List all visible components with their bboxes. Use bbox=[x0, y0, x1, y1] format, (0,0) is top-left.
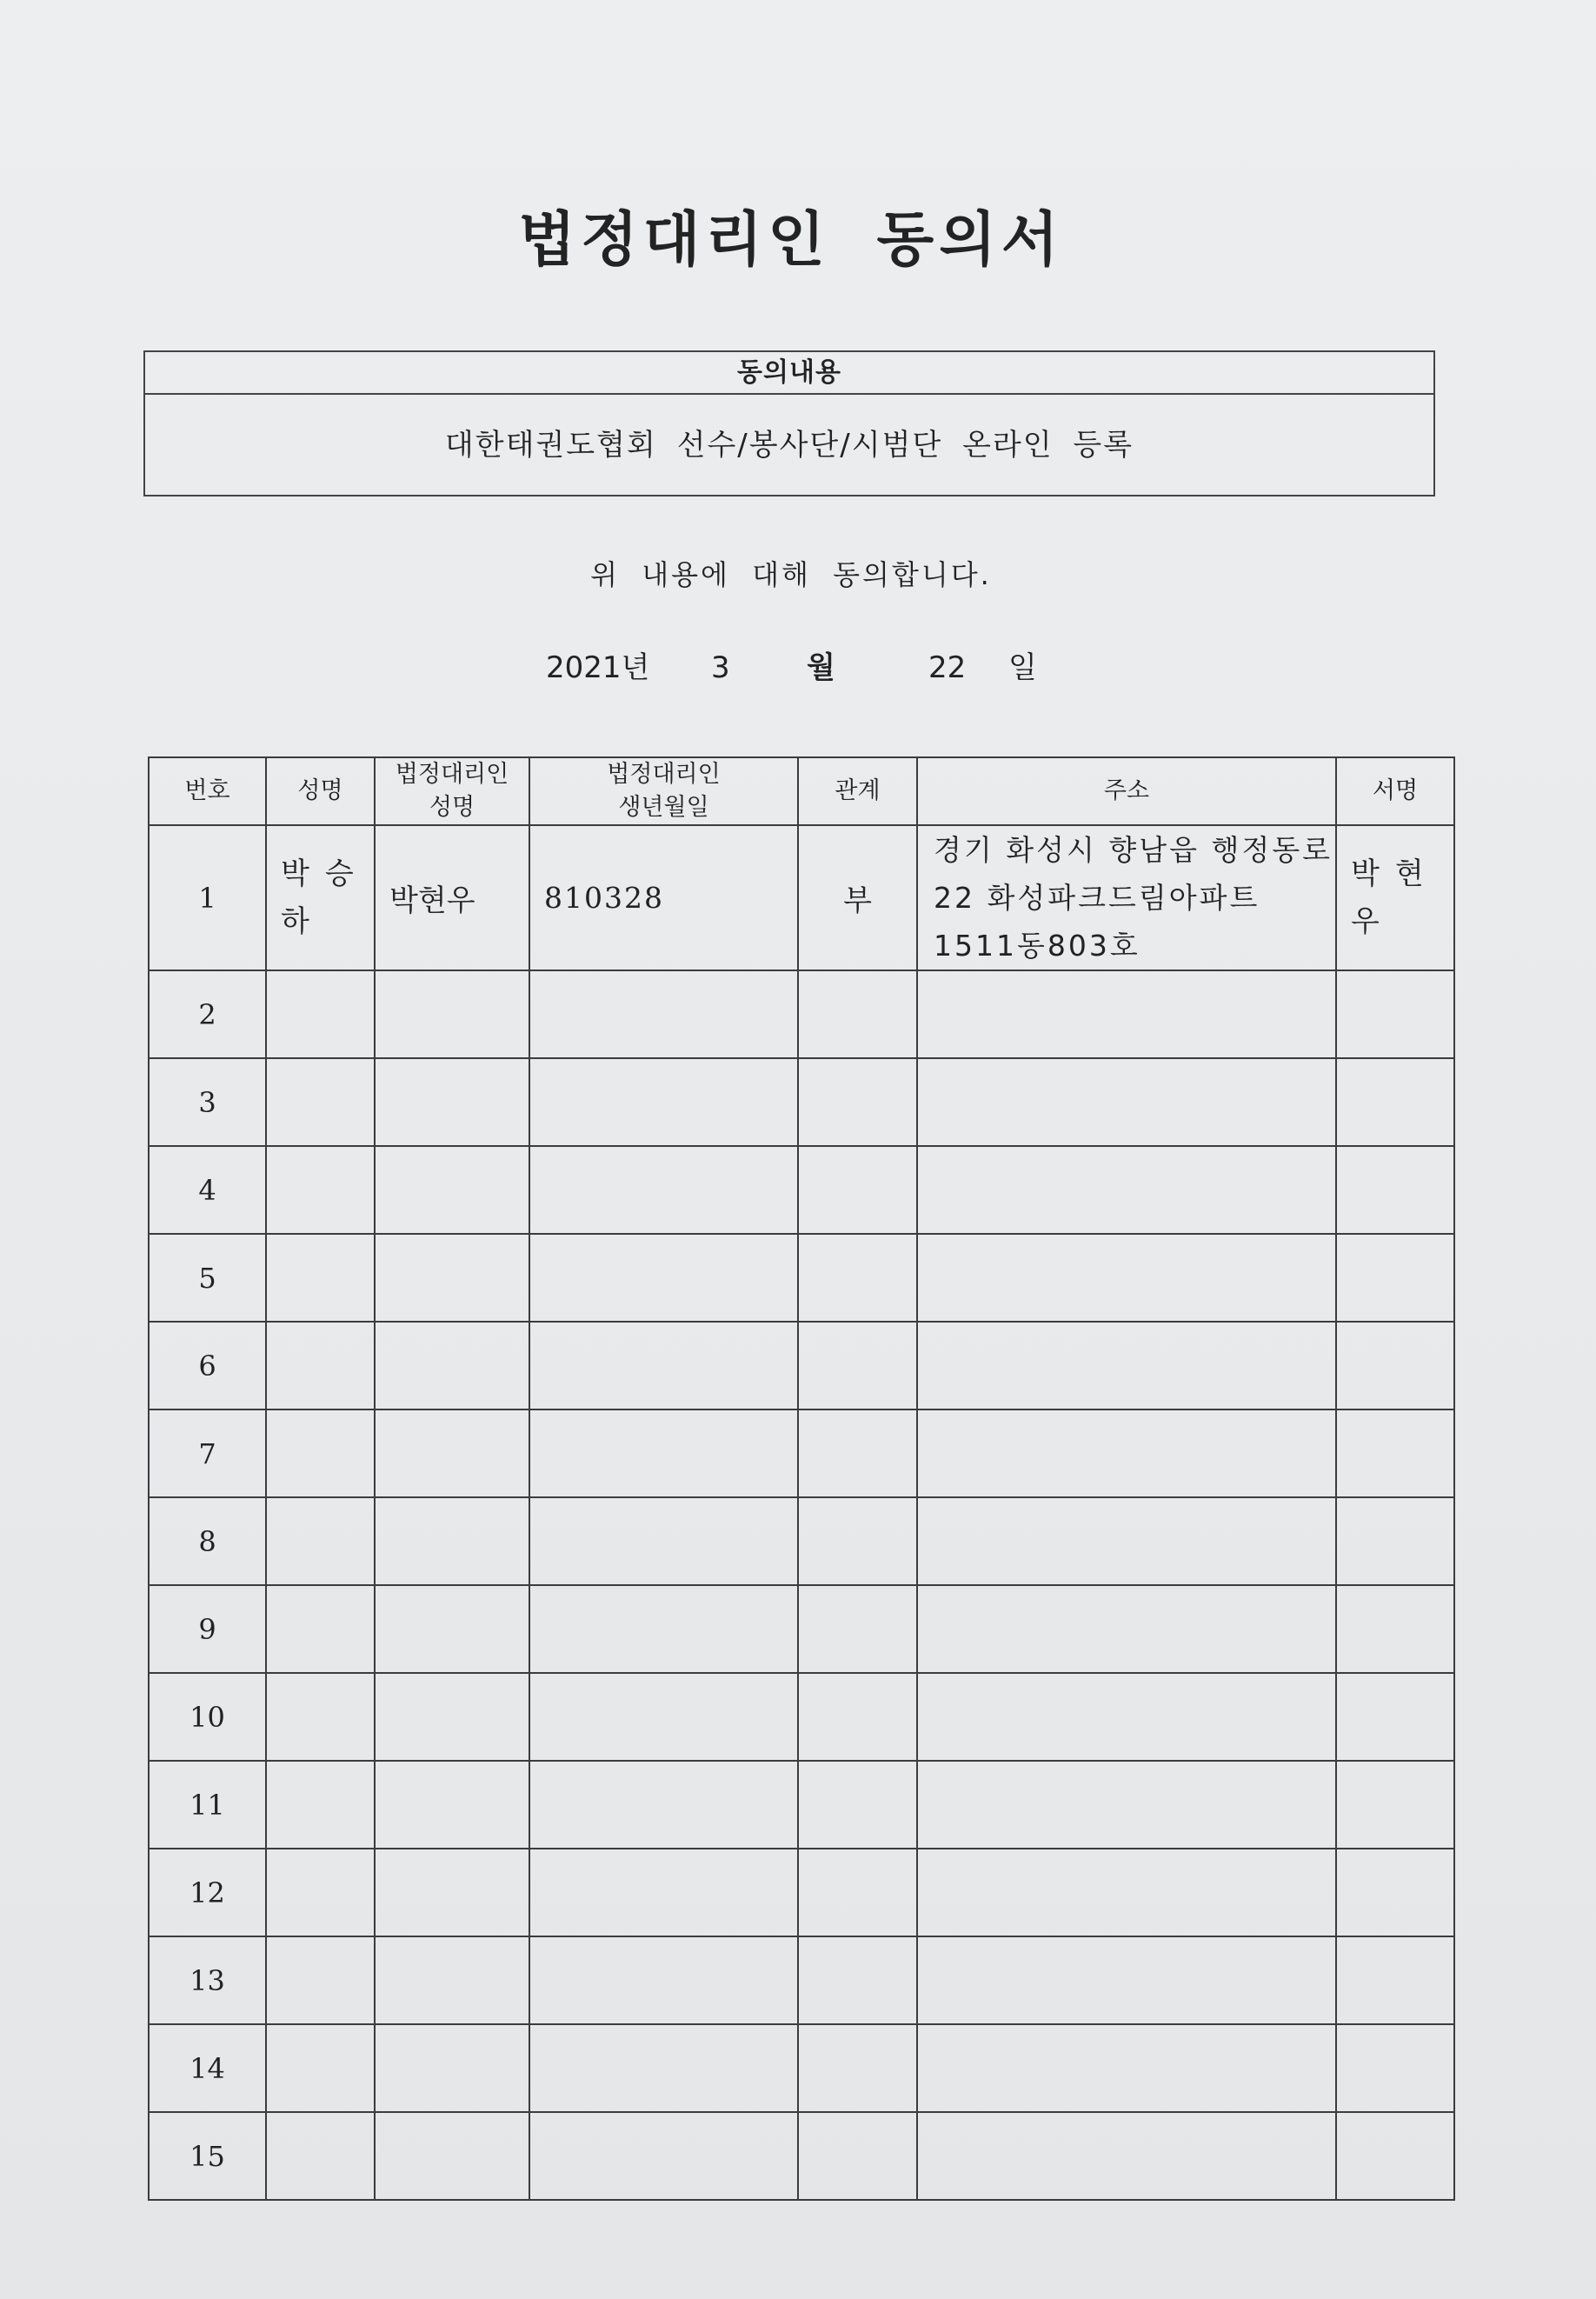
row-rep-name bbox=[375, 1322, 529, 1409]
row-relation bbox=[798, 1146, 917, 1234]
row-address bbox=[917, 1585, 1336, 1673]
row-rep-birth bbox=[529, 1673, 798, 1761]
row-rep-name bbox=[375, 1409, 529, 1497]
table-row bbox=[149, 1146, 1454, 1234]
table-row bbox=[149, 1849, 1454, 1936]
row-address bbox=[917, 1761, 1336, 1849]
row-number: 11 bbox=[149, 1761, 266, 1849]
row-address bbox=[917, 1673, 1336, 1761]
row-rep-birth: 810328 bbox=[529, 825, 798, 970]
row-signature bbox=[1336, 1585, 1454, 1673]
row-rep-name bbox=[375, 970, 529, 1058]
header-signature: 서명 bbox=[1336, 757, 1454, 825]
row-relation bbox=[798, 1761, 917, 1849]
table-row bbox=[149, 825, 1454, 970]
row-rep-birth bbox=[529, 2024, 798, 2112]
row-number: 12 bbox=[149, 1849, 266, 1936]
row-name bbox=[266, 1849, 375, 1936]
row-name bbox=[266, 1234, 375, 1322]
table-row bbox=[149, 1322, 1454, 1409]
consent-content-header: 동의내용 bbox=[145, 352, 1433, 395]
row-address bbox=[917, 1849, 1336, 1936]
row-address bbox=[917, 1936, 1336, 2024]
row-relation bbox=[798, 970, 917, 1058]
row-address bbox=[917, 2112, 1336, 2200]
consent-content-body: 대한태권도협회 선수/봉사단/시범단 온라인 등록 bbox=[444, 428, 1134, 463]
row-signature bbox=[1336, 1761, 1454, 1849]
row-name bbox=[266, 1058, 375, 1146]
row-rep-name bbox=[375, 1234, 529, 1322]
row-rep-name bbox=[375, 1497, 529, 1585]
row-rep-birth bbox=[529, 1322, 798, 1409]
table-header-row bbox=[149, 757, 1454, 825]
table-row bbox=[149, 1673, 1454, 1761]
row-name bbox=[266, 970, 375, 1058]
consent-table bbox=[148, 756, 1455, 2201]
row-relation bbox=[798, 1585, 917, 1673]
row-relation bbox=[798, 1234, 917, 1322]
date-month-label: 월 bbox=[807, 650, 835, 685]
row-address bbox=[917, 1058, 1336, 1146]
row-name bbox=[266, 2024, 375, 2112]
row-name bbox=[266, 2112, 375, 2200]
row-relation bbox=[798, 1936, 917, 2024]
table-row bbox=[149, 1058, 1454, 1146]
row-rep-birth bbox=[529, 1409, 798, 1497]
row-rep-name bbox=[375, 2112, 529, 2200]
row-rep-name: 박현우 bbox=[375, 825, 529, 970]
row-address bbox=[917, 1322, 1336, 1409]
row-signature: 박현우 bbox=[1336, 825, 1454, 970]
row-rep-birth bbox=[529, 1849, 798, 1936]
date-day-label: 일 bbox=[1008, 650, 1037, 685]
row-rep-name bbox=[375, 1673, 529, 1761]
row-number: 15 bbox=[149, 2112, 266, 2200]
row-rep-name bbox=[375, 1146, 529, 1234]
row-address bbox=[917, 1497, 1336, 1585]
row-signature bbox=[1336, 1146, 1454, 1234]
row-address bbox=[917, 970, 1336, 1058]
row-relation bbox=[798, 1673, 917, 1761]
row-number: 2 bbox=[149, 970, 266, 1058]
row-name bbox=[266, 1936, 375, 2024]
row-number: 10 bbox=[149, 1673, 266, 1761]
row-number: 7 bbox=[149, 1409, 266, 1497]
row-signature bbox=[1336, 1673, 1454, 1761]
row-rep-birth bbox=[529, 1234, 798, 1322]
row-relation bbox=[798, 2112, 917, 2200]
consent-content-box bbox=[143, 350, 1435, 496]
row-name bbox=[266, 1585, 375, 1673]
row-name bbox=[266, 1497, 375, 1585]
row-number: 9 bbox=[149, 1585, 266, 1673]
row-relation bbox=[798, 1849, 917, 1936]
header-rep-name: 법정대리인 성명 bbox=[375, 757, 529, 825]
row-rep-birth bbox=[529, 1585, 798, 1673]
row-address bbox=[917, 1409, 1336, 1497]
row-number: 13 bbox=[149, 1936, 266, 2024]
row-signature bbox=[1336, 1322, 1454, 1409]
table-row bbox=[149, 1761, 1454, 1849]
row-rep-name bbox=[375, 2024, 529, 2112]
row-rep-birth bbox=[529, 1058, 798, 1146]
row-number: 14 bbox=[149, 2024, 266, 2112]
row-number: 8 bbox=[149, 1497, 266, 1585]
table-row bbox=[149, 2024, 1454, 2112]
row-rep-birth bbox=[529, 1936, 798, 2024]
row-rep-birth bbox=[529, 1146, 798, 1234]
row-signature bbox=[1336, 1497, 1454, 1585]
row-relation bbox=[798, 1409, 917, 1497]
table-row bbox=[149, 1234, 1454, 1322]
row-rep-name bbox=[375, 1849, 529, 1936]
row-number: 5 bbox=[149, 1234, 266, 1322]
row-rep-birth bbox=[529, 2112, 798, 2200]
document-title: 법정대리인 동의서 bbox=[518, 206, 1064, 275]
date-day: 22 bbox=[928, 650, 967, 685]
row-rep-name bbox=[375, 1058, 529, 1146]
table-row bbox=[149, 2112, 1454, 2200]
row-number: 1 bbox=[149, 825, 266, 970]
table-row bbox=[149, 1409, 1454, 1497]
row-address bbox=[917, 1146, 1336, 1234]
row-name bbox=[266, 1409, 375, 1497]
row-name bbox=[266, 1322, 375, 1409]
row-address bbox=[917, 1234, 1336, 1322]
row-rep-birth bbox=[529, 970, 798, 1058]
row-rep-name bbox=[375, 1936, 529, 2024]
row-name bbox=[266, 1146, 375, 1234]
header-rep-birth: 법정대리인 생년월일 bbox=[529, 757, 798, 825]
row-signature bbox=[1336, 1936, 1454, 2024]
date-year: 2021년 bbox=[546, 650, 650, 685]
row-signature bbox=[1336, 1409, 1454, 1497]
row-rep-birth bbox=[529, 1497, 798, 1585]
row-rep-birth bbox=[529, 1761, 798, 1849]
table-row bbox=[149, 1585, 1454, 1673]
agreement-statement: 위 내용에 대해 동의합니다. bbox=[590, 558, 992, 591]
table-row bbox=[149, 1497, 1454, 1585]
header-relation: 관계 bbox=[798, 757, 917, 825]
header-name: 성명 bbox=[266, 757, 375, 825]
row-rep-name bbox=[375, 1761, 529, 1849]
header-number: 번호 bbox=[149, 757, 266, 825]
row-signature bbox=[1336, 1849, 1454, 1936]
row-address bbox=[917, 2024, 1336, 2112]
date-month: 3 bbox=[711, 650, 730, 685]
row-name: 박승하 bbox=[266, 825, 375, 970]
row-address: 경기 화성시 향남읍 행정동로22 화성파크드림아파트 1511동803호 bbox=[917, 825, 1336, 970]
row-name bbox=[266, 1761, 375, 1849]
row-name bbox=[266, 1673, 375, 1761]
row-number: 4 bbox=[149, 1146, 266, 1234]
table-row bbox=[149, 970, 1454, 1058]
row-relation: 부 bbox=[798, 825, 917, 970]
row-relation bbox=[798, 2024, 917, 2112]
row-relation bbox=[798, 1497, 917, 1585]
row-relation bbox=[798, 1058, 917, 1146]
row-number: 6 bbox=[149, 1322, 266, 1409]
row-number: 3 bbox=[149, 1058, 266, 1146]
table-row bbox=[149, 1936, 1454, 2024]
header-address: 주소 bbox=[917, 757, 1336, 825]
row-signature bbox=[1336, 1058, 1454, 1146]
row-relation bbox=[798, 1322, 917, 1409]
row-signature bbox=[1336, 970, 1454, 1058]
row-signature bbox=[1336, 2024, 1454, 2112]
row-signature bbox=[1336, 1234, 1454, 1322]
row-signature bbox=[1336, 2112, 1454, 2200]
row-rep-name bbox=[375, 1585, 529, 1673]
